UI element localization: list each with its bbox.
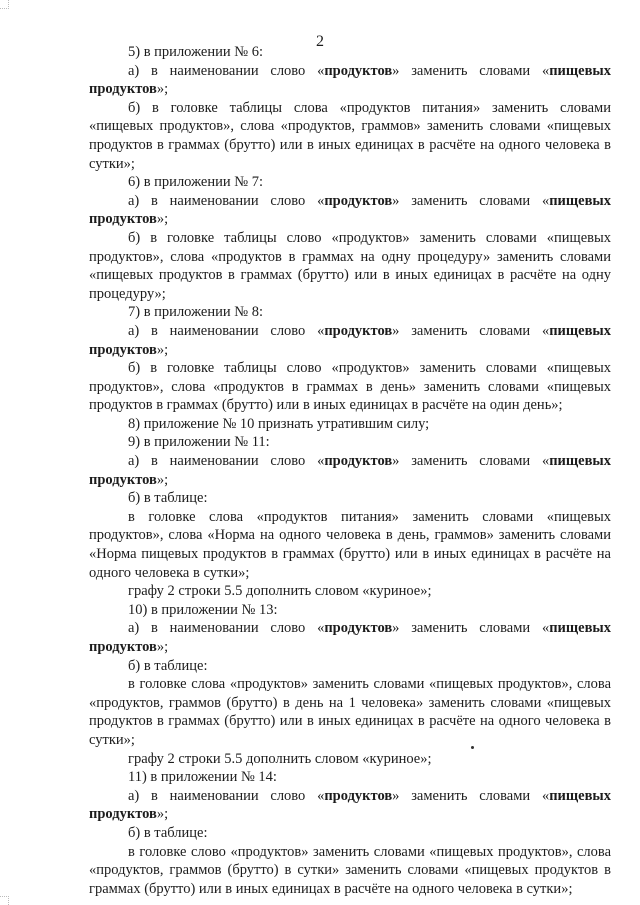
text-run: 8) приложение № 10 признать утратившим силу; <box>128 415 430 432</box>
text-run: б) в таблице: <box>128 657 208 674</box>
paragraph <box>89 843 611 899</box>
paragraph <box>89 619 611 656</box>
text-run: »; <box>156 341 169 358</box>
text-run: б) в головке таблицы слово «продуктов» заменить словами «пищевых продуктов», слова «продуктов в граммах на одну процедуру» заменить словами «пищевых продуктов в граммах (брутто) или в иных единицах в расчёте на одну процедуру»; <box>89 229 611 302</box>
text-run: »; <box>156 806 169 823</box>
text-run: »; <box>156 471 169 488</box>
text-run: а) в наименовании слово « <box>128 787 325 804</box>
bold-text: продуктов <box>324 322 393 339</box>
text-run: » заменить словами « <box>392 453 550 470</box>
text-run: » заменить словами « <box>392 787 550 804</box>
paragraph <box>89 433 611 452</box>
paragraph <box>89 657 611 676</box>
document-body <box>89 43 611 898</box>
paragraph <box>89 43 611 62</box>
paragraph <box>89 303 611 322</box>
paragraph <box>89 452 611 489</box>
text-run: а) в наименовании слово « <box>128 192 325 209</box>
text-run: а) в наименовании слово « <box>128 620 325 637</box>
text-run: 10) в приложении № 13: <box>128 601 278 618</box>
bold-text: пищевых продуктов <box>89 620 611 655</box>
text-run: » заменить словами « <box>392 192 550 209</box>
text-run: б) в головке таблицы слова «продуктов питания» заменить словами «пищевых продуктов», слова «продуктов, граммов» заменить словами «пищевых продуктов в граммах (брутто) или в иных единицах в расчёте на одного человека в сутки»; <box>89 99 611 172</box>
text-run: графу 2 строки 5.5 дополнить словом «куриное»; <box>128 750 432 767</box>
paragraph <box>89 750 611 769</box>
paragraph <box>89 787 611 824</box>
text-run: 7) в приложении № 8: <box>128 304 263 321</box>
text-run: »; <box>156 639 169 655</box>
paragraph <box>89 675 611 749</box>
paragraph <box>89 508 611 582</box>
scan-speck <box>471 746 474 749</box>
bold-text: продуктов <box>324 192 393 209</box>
paragraph <box>89 192 611 229</box>
bold-text: пищевых продуктов <box>89 453 611 488</box>
bold-text: продуктов <box>324 453 393 470</box>
text-run: » заменить словами « <box>392 62 550 79</box>
paragraph <box>89 62 611 99</box>
bold-text: пищевых продуктов <box>89 192 611 228</box>
scan-corner-mark <box>0 896 9 905</box>
text-run: в головке слово «продуктов» заменить словами «пищевых продуктов», слова «продуктов, граммов (брутто) в сутки» заменить словами «пищевых продуктов в граммах (брутто) или в иных единицах в расчёте на одного человека в сутки»; <box>89 843 611 897</box>
text-run: 11) в приложении № 14: <box>128 769 277 786</box>
text-run: а) в наименовании слово « <box>128 322 325 339</box>
paragraph <box>89 99 611 173</box>
paragraph <box>89 601 611 620</box>
paragraph <box>89 359 611 415</box>
text-run: »; <box>156 211 169 228</box>
text-run: в головке слова «продуктов питания» заменить словами «пищевых продуктов», слова «Норма на одного человека в день, граммов» заменить словами «Норма пищевых продуктов в граммах (брутто) или в иных единицах в расчёте на одного человека в сутки»; <box>89 508 611 581</box>
bold-text: продуктов <box>324 787 393 804</box>
paragraph <box>89 768 611 787</box>
bold-text: пищевых продуктов <box>89 787 611 823</box>
paragraph <box>89 322 611 359</box>
text-run: 6) в приложении № 7: <box>128 174 263 191</box>
paragraph <box>89 415 611 434</box>
paragraph <box>89 489 611 508</box>
text-run: в головке слова «продуктов» заменить словами «пищевых продуктов», слова «продуктов, граммов (брутто) в день на 1 человека» заменить словами «пищевых продуктов в граммах (брутто) или в иных единицах в расчёте на одного человека в сутки»; <box>89 676 611 748</box>
paragraph <box>89 173 611 192</box>
text-run: » заменить словами « <box>392 620 550 637</box>
bold-text: пищевых продуктов <box>89 62 611 98</box>
text-run: графу 2 строки 5.5 дополнить словом «куриное»; <box>128 583 432 600</box>
text-run: б) в таблице: <box>128 490 208 507</box>
scan-corner-mark <box>0 0 9 9</box>
paragraph <box>89 229 611 303</box>
paragraph <box>89 824 611 843</box>
bold-text: пищевых продуктов <box>89 322 611 358</box>
text-run: а) в наименовании слово « <box>128 453 325 470</box>
bold-text: продуктов <box>324 620 393 637</box>
text-run: а) в наименовании слово « <box>128 62 325 79</box>
text-run: » заменить словами « <box>392 322 550 339</box>
text-run: 5) в приложении № 6: <box>128 44 263 60</box>
text-run: 9) в приложении № 11: <box>128 434 270 451</box>
text-run: б) в головке таблицы слово «продуктов» заменить словами «пищевых продуктов», слова «продуктов в граммах в день» заменить словами «пищевых продуктов в граммах (брутто) или в иных единицах в расчёте на один день»; <box>89 360 611 414</box>
bold-text: продуктов <box>324 62 393 79</box>
paragraph <box>89 582 611 601</box>
text-run: »; <box>156 81 169 98</box>
page-number: 2 <box>316 33 324 50</box>
text-run: б) в таблице: <box>128 824 208 841</box>
